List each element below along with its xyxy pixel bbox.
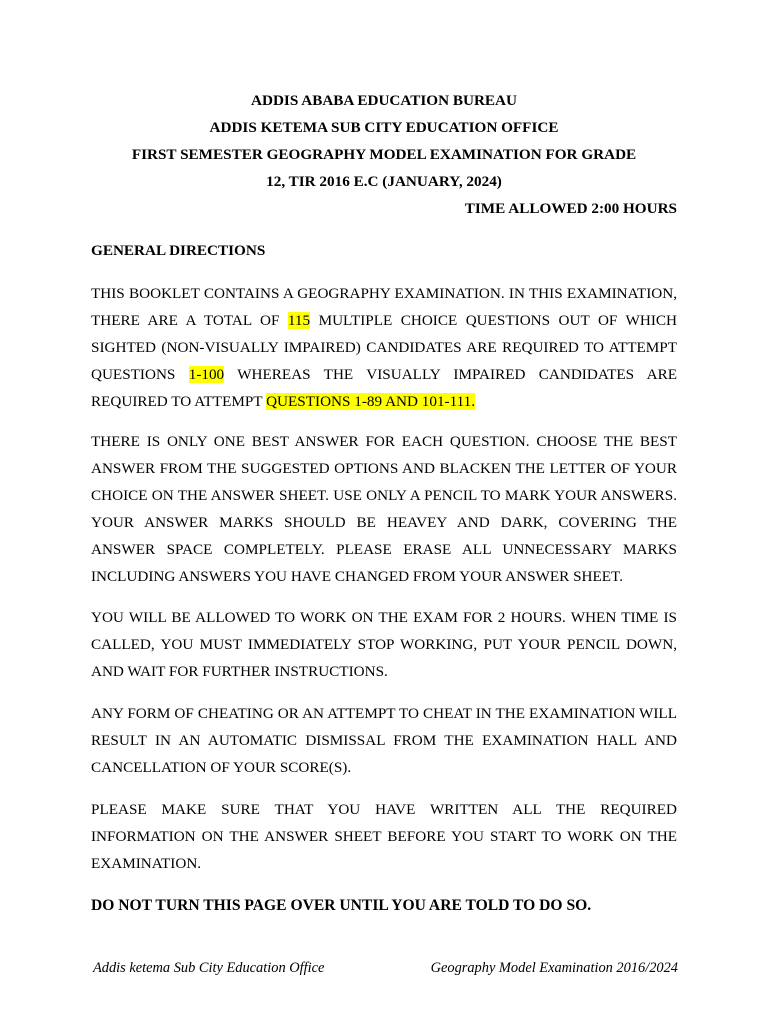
bureau-title: ADDIS ABABA EDUCATION BUREAU (251, 92, 517, 109)
p1-text-a: THIS BOOKLET CONTAINS A GEOGRAPHY EXAMINATION. IN THIS EXAMINATION, THERE ARE A TOTAL OF (91, 285, 677, 329)
directions-paragraph-4: ANY FORM OF CHEATING OR AN ATTEMPT TO CHEAT IN THE EXAMINATION WILL RESULT IN AN AUTOMATIC DISMISSAL FROM THE EXAMINATION HALL AND CANCELLATION OF YOUR SCORE(S). (91, 705, 677, 776)
footer-exam-name: Geography Model Examination 2016/2024 (430, 960, 678, 976)
directions-paragraph-1 (91, 280, 677, 415)
total-questions-highlight: 115 (287, 312, 311, 329)
directions-paragraph-5: PLEASE MAKE SURE THAT YOU HAVE WRITTEN ALL THE REQUIRED INFORMATION ON THE ANSWER SHEET BEFORE YOU START TO WORK ON THE EXAMINATION. (91, 801, 677, 872)
directions-paragraph-3: YOU WILL BE ALLOWED TO WORK ON THE EXAM FOR 2 HOURS. WHEN TIME IS CALLED, YOU MUST IMMEDIATELY STOP WORKING, PUT YOUR PENCIL DOWN, AND WAIT FOR FURTHER INSTRUCTIONS. (91, 609, 677, 680)
footer-office: Addis ketema Sub City Education Office (93, 960, 325, 976)
general-directions-heading: GENERAL DIRECTIONS (91, 242, 266, 259)
directions-paragraph-2: THERE IS ONLY ONE BEST ANSWER FOR EACH QUESTION. CHOOSE THE BEST ANSWER FROM THE SUGGESTED OPTIONS AND BLACKEN THE LETTER OF YOUR CHOICE ON THE ANSWER SHEET. USE ONLY A PENCIL TO MARK YOUR ANSWERS. YOUR ANSWER MARKS SHOULD BE HEAVEY AND DARK, COVERING THE ANSWER SPACE COMPLETELY. PLEASE ERASE ALL UNNECESSARY MARKS INCLUDING ANSWERS YOU HAVE CHANGED FROM YOUR ANSWER SHEET. (91, 433, 677, 585)
exam-title: FIRST SEMESTER GEOGRAPHY MODEL EXAMINATION FOR GRADE (131, 146, 637, 163)
office-title: ADDIS KETEMA SUB CITY EDUCATION OFFICE (209, 119, 559, 136)
sighted-questions-highlight: 1-100 (188, 366, 225, 383)
exam-date: 12, TIR 2016 E.C (JANUARY, 2024) (266, 173, 502, 190)
do-not-turn-notice: DO NOT TURN THIS PAGE OVER UNTIL YOU ARE TOLD TO DO SO. (91, 897, 592, 914)
time-allowed: TIME ALLOWED 2:00 HOURS (464, 200, 677, 217)
impaired-questions-highlight: QUESTIONS 1-89 AND 101-111. (266, 393, 476, 410)
p1-text-b: MULTIPLE CHOICE QUESTIONS OUT OF WHICH SIGHTED (NON-VISUALLY IMPAIRED) CANDIDATES ARE REQUIRED TO ATTEMPT QUESTIONS (91, 312, 678, 383)
p1-text-c: WHEREAS THE VISUALLY IMPAIRED CANDIDATES ARE REQUIRED TO ATTEMPT (91, 366, 677, 410)
